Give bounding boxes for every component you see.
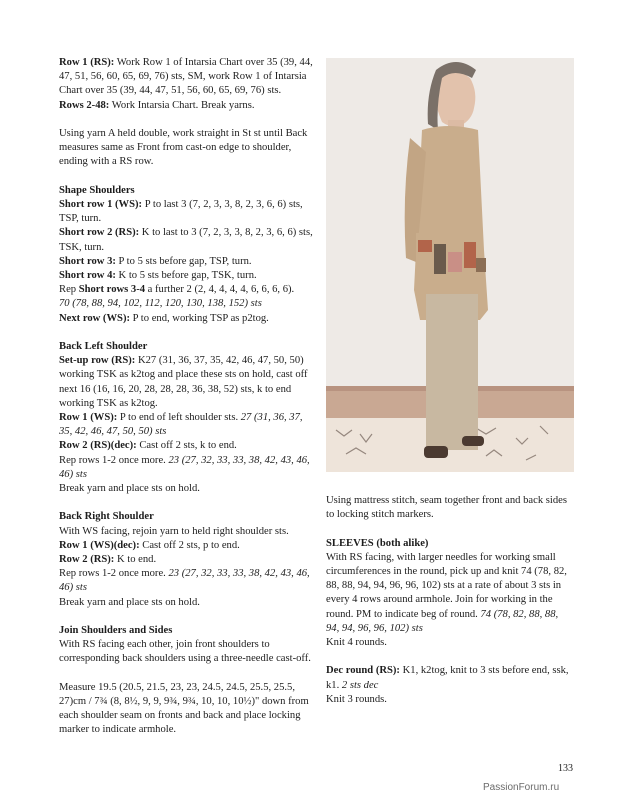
back-right-rep-text: Rep rows 1-2 once more. [59, 568, 169, 580]
model-photo [326, 58, 574, 472]
back-left-row2-label: Row 2 (RS)(dec): [59, 440, 137, 452]
short-rows-rep-pre: Rep [59, 284, 79, 296]
mattress-text: Using mattress stitch, seam together front and back sides to locking stitch markers. [326, 495, 567, 521]
row1-text: Work Row 1 of Intarsia Chart over 35 (39, 44, 47, 51, 56, 60, 65, 69, 76) sts, SM, work Row 1 of Intarsia Chart over 35 (39, 44, 47, 51, 56, 60, 65, 69, 76) sts. [59, 57, 313, 97]
back-left-row2-text: Cast off 2 sts, k to end. [136, 440, 237, 452]
left-column [59, 56, 315, 738]
back-left-row1-label: Row 1 (WS): [59, 412, 118, 424]
back-right-heading [59, 510, 315, 524]
short-row-2-text: K to last to 3 (7, 2, 3, 3, 8, 2, 3, 6, 6) sts, TSK, turn. [59, 227, 313, 253]
dec-round-sts: 2 sts dec [341, 679, 379, 691]
dec-round-text: K1, k2tog, knit to 3 sts before end, ssk, k1. [326, 665, 569, 691]
short-row-1-text: P to last 3 (7, 2, 3, 3, 8, 2, 3, 6, 6) sts, TSP, turn. [59, 199, 303, 225]
page-number: 133 [558, 763, 573, 774]
shape-shoulders-sts-text: 70 (78, 88, 94, 102, 112, 120, 130, 138, 152) sts [59, 298, 262, 310]
back-left-row1-text: P to end of left shoulder sts. [117, 412, 241, 424]
row1-label: Row 1 (RS): [59, 57, 115, 68]
short-row-3-text: P to 5 sts before gap, TSP, turn. [115, 255, 252, 267]
measure-text: Measure 19.5 (20.5, 21.5, 23, 23, 24.5, 24.5, 25.5, 25.5, 27)cm / 7¾ (8, 8½, 9, 9, 9¾, 9¾, 10, 10, 10½)" down from each shoulder seam on fronts and back and place locking marker to indicate armhole. [59, 681, 309, 736]
back-right-row1-text: Cast off 2 sts, p to end. [139, 539, 240, 551]
shape-shoulders-heading-text: Shape Shoulders [59, 184, 135, 196]
shape-shoulders-heading [59, 184, 315, 198]
using-yarn-paragraph: Using yarn A held double, work straight in St st until Back measures same as Front from cast-on edge to shoulder, ending with a RS row. [59, 128, 308, 168]
sleeves-body: With RS facing, with larger needles for working small circumferences in the round, pick up and knit 74 (78, 82, 88, 88, 94, 94, 96, 96, 102) sts at a rate of about 3 sts in every 4 rows around armhole. Join for working in the round. PM to indicate beg of round. [326, 551, 567, 620]
sleeves-heading [326, 537, 574, 551]
short-row-1 [59, 198, 315, 226]
setup-row [59, 354, 315, 411]
join-text: With RS facing each other, join front shoulders to corresponding back shoulders using a three-needle cast-off. [59, 639, 311, 665]
setup-row-label: Set-up row (RS): [59, 355, 136, 367]
short-rows-rep [59, 283, 315, 297]
back-right-heading-text: Back Right Shoulder [59, 511, 154, 523]
short-row-1-label: Short row 1 (WS): [59, 199, 143, 210]
row1-paragraph [59, 56, 315, 99]
rows2-48-label: Rows 2-48: [59, 99, 110, 111]
next-row-text: P to end, working TSP as p2tog. [130, 312, 269, 324]
right-column [326, 494, 574, 707]
back-left-break: Break yarn and place sts on hold. [59, 483, 200, 495]
sleeves-heading-text: SLEEVES (both alike) [326, 537, 429, 549]
sleeves-sts: 74 (78, 82, 88, 88, 94, 94, 96, 96, 102) sts [326, 608, 559, 634]
join-heading [59, 624, 315, 638]
back-left-row2 [59, 439, 315, 453]
model-photo-illustration [326, 58, 574, 472]
rows2-48-text: Work Intarsia Chart. Break yarns. [109, 99, 255, 111]
short-row-4 [59, 269, 315, 283]
back-right-rep [59, 567, 315, 595]
short-row-2-label: Short row 2 (RS): [59, 227, 140, 239]
back-left-rep-text: Rep rows 1-2 once more. [59, 454, 169, 466]
short-rows-rep-text: a further 2 (2, 4, 4, 4, 4, 6, 6, 6, 6). [145, 284, 295, 296]
setup-row-text: K27 (31, 36, 37, 35, 42, 46, 47, 50, 50) working TSK as k2tog and place these sts on hold, cast off next 16 (16, 16, 20, 28, 28, 28, 36, 38, 52) sts, k to end working TSK as k2tog. [59, 355, 308, 409]
sleeves-knit4: Knit 4 rounds. [326, 637, 387, 649]
next-row-label: Next row (WS): [59, 312, 131, 324]
back-right-rep-sts: 23 (27, 32, 33, 33, 38, 42, 43, 46, 46) sts [59, 568, 310, 594]
back-left-heading [59, 340, 315, 354]
short-row-4-text: K to 5 sts before gap, TSK, turn. [115, 270, 257, 282]
back-left-rep-sts: 23 (27, 32, 33, 33, 38, 42, 43, 46, 46) sts [59, 454, 310, 480]
back-right-row2-label: Row 2 (RS): [59, 554, 115, 566]
join-heading-text: Join Shoulders and Sides [59, 625, 173, 637]
rows2-48-paragraph [59, 99, 315, 113]
short-row-3-label: Short row 3: [59, 255, 116, 267]
short-row-3 [59, 255, 315, 269]
watermark: PassionForum.ru [483, 782, 560, 793]
dec-knit3: Knit 3 rounds. [326, 693, 387, 705]
back-right-break: Break yarn and place sts on hold. [59, 596, 200, 608]
back-left-heading-text: Back Left Shoulder [59, 341, 148, 353]
short-row-2 [59, 226, 315, 254]
back-right-row2 [59, 553, 315, 567]
next-row [59, 312, 315, 326]
back-right-row2-text: K to end. [114, 554, 157, 566]
back-left-row1-sts: 27 (31, 36, 37, 35, 42, 46, 47, 50, 50) sts [59, 412, 303, 438]
dec-round [326, 664, 574, 692]
sleeves-text [326, 551, 574, 636]
short-rows-rep-label: Short rows 3-4 [78, 284, 146, 296]
back-left-row1 [59, 411, 315, 439]
short-row-4-label: Short row 4: [59, 270, 116, 282]
back-right-intro: With WS facing, rejoin yarn to held right shoulder sts. [59, 525, 289, 537]
back-left-rep [59, 454, 315, 482]
dec-round-label: Dec round (RS): [326, 665, 400, 677]
back-right-row1 [59, 539, 315, 553]
shape-shoulders-sts [59, 297, 315, 311]
back-right-row1-label: Row 1 (WS)(dec): [59, 539, 140, 551]
